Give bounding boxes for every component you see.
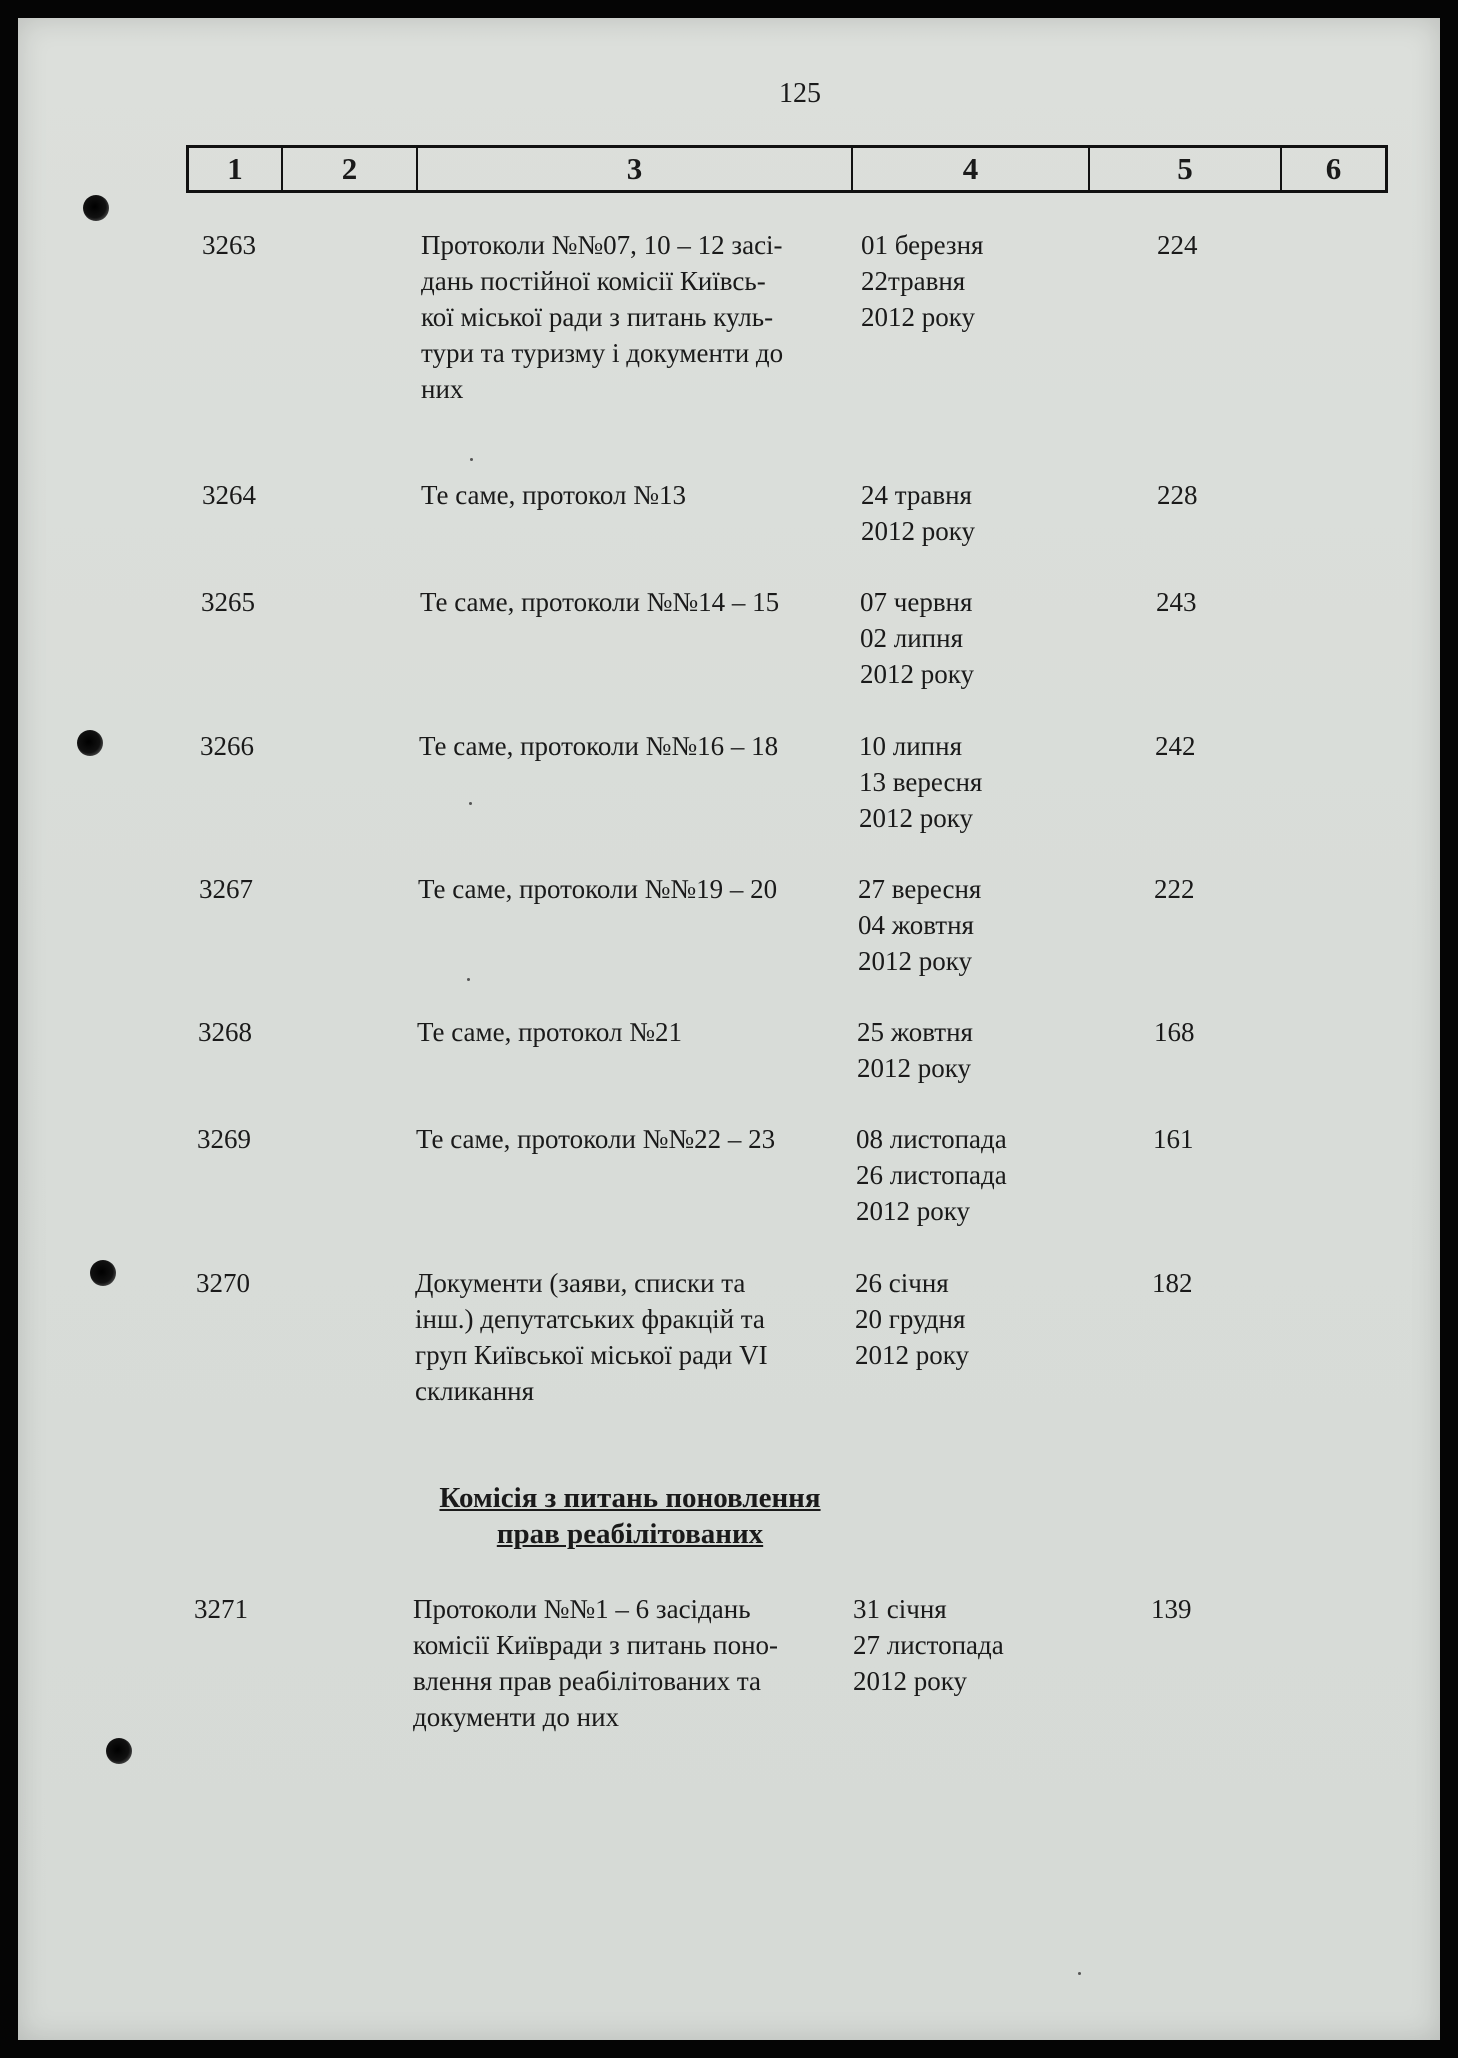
paper-speck [470,458,473,461]
record-dates: 27 вересня 04 жовтня 2012 року [858,874,982,976]
record-number: 3267 [199,874,253,904]
record-dates: 01 березня 22травня 2012 року [861,230,984,332]
record-dates: 31 січня 27 листопада 2012 року [853,1594,1004,1696]
column-header-6: 6 [1281,147,1387,192]
record-description: Те саме, протоколи №№16 – 18 [419,731,779,761]
record-number: 3266 [200,731,254,761]
punch-hole [77,730,103,756]
record-description: Протоколи №№07, 10 – 12 засі- дань постійної комісії Київсь- кої міської ради з питань куль- тури та туризму і документи до них [421,230,784,404]
record-dates: 25 жовтня 2012 року [857,1017,973,1083]
column-header-2: 2 [282,147,417,192]
record-dates: 10 липня 13 вересня 2012 року [859,731,983,833]
record-page-count: 243 [1156,587,1197,617]
record-page-count: 242 [1155,731,1196,761]
punch-hole [83,195,109,221]
record-page-count: 224 [1157,230,1198,260]
record-description: Те саме, протоколи №№22 – 23 [416,1124,776,1154]
record-number: 3265 [201,587,255,617]
punch-hole [90,1260,116,1286]
column-header-1: 1 [188,147,283,192]
record-number: 3270 [196,1268,250,1298]
record-page-count: 139 [1151,1594,1192,1624]
record-number: 3271 [194,1594,248,1624]
record-number: 3269 [197,1124,251,1154]
record-description: Документи (заяви, списки та інш.) депутатських фракцій та груп Київської міської ради VI скликання [415,1268,768,1406]
page-number: 125 [779,78,821,109]
section-heading: Комісія з питань поновлення прав реабілітованих [439,1482,821,1550]
column-header-3: 3 [417,147,852,192]
record-dates: 24 травня 2012 року [861,480,975,546]
record-page-count: 168 [1154,1017,1195,1047]
record-description: Те саме, протоколи №№19 – 20 [418,874,778,904]
record-number: 3263 [202,230,256,260]
paper-speck [467,978,470,981]
paper-speck [1078,1972,1081,1975]
record-dates: 08 листопада 26 листопада 2012 року [856,1124,1007,1226]
record-description: Протоколи №№1 – 6 засідань комісії Київради з питань поно- влення прав реабілітованих та документи до них [413,1594,779,1732]
record-page-count: 182 [1152,1268,1193,1298]
record-dates: 26 січня 20 грудня 2012 року [855,1268,969,1370]
record-number: 3268 [198,1017,252,1047]
column-header-table [186,145,1388,193]
paper-speck [469,802,472,805]
record-page-count: 161 [1153,1124,1194,1154]
record-page-count: 222 [1154,874,1195,904]
record-description: Те саме, протоколи №№14 – 15 [420,587,780,617]
record-number: 3264 [202,480,256,510]
punch-hole [106,1738,132,1764]
record-page-count: 228 [1157,480,1198,510]
column-header-5: 5 [1089,147,1281,192]
record-description: Те саме, протокол №21 [417,1017,682,1047]
record-dates: 07 червня 02 липня 2012 року [860,587,974,689]
record-description: Те саме, протокол №13 [421,480,686,510]
column-header-4: 4 [852,147,1089,192]
